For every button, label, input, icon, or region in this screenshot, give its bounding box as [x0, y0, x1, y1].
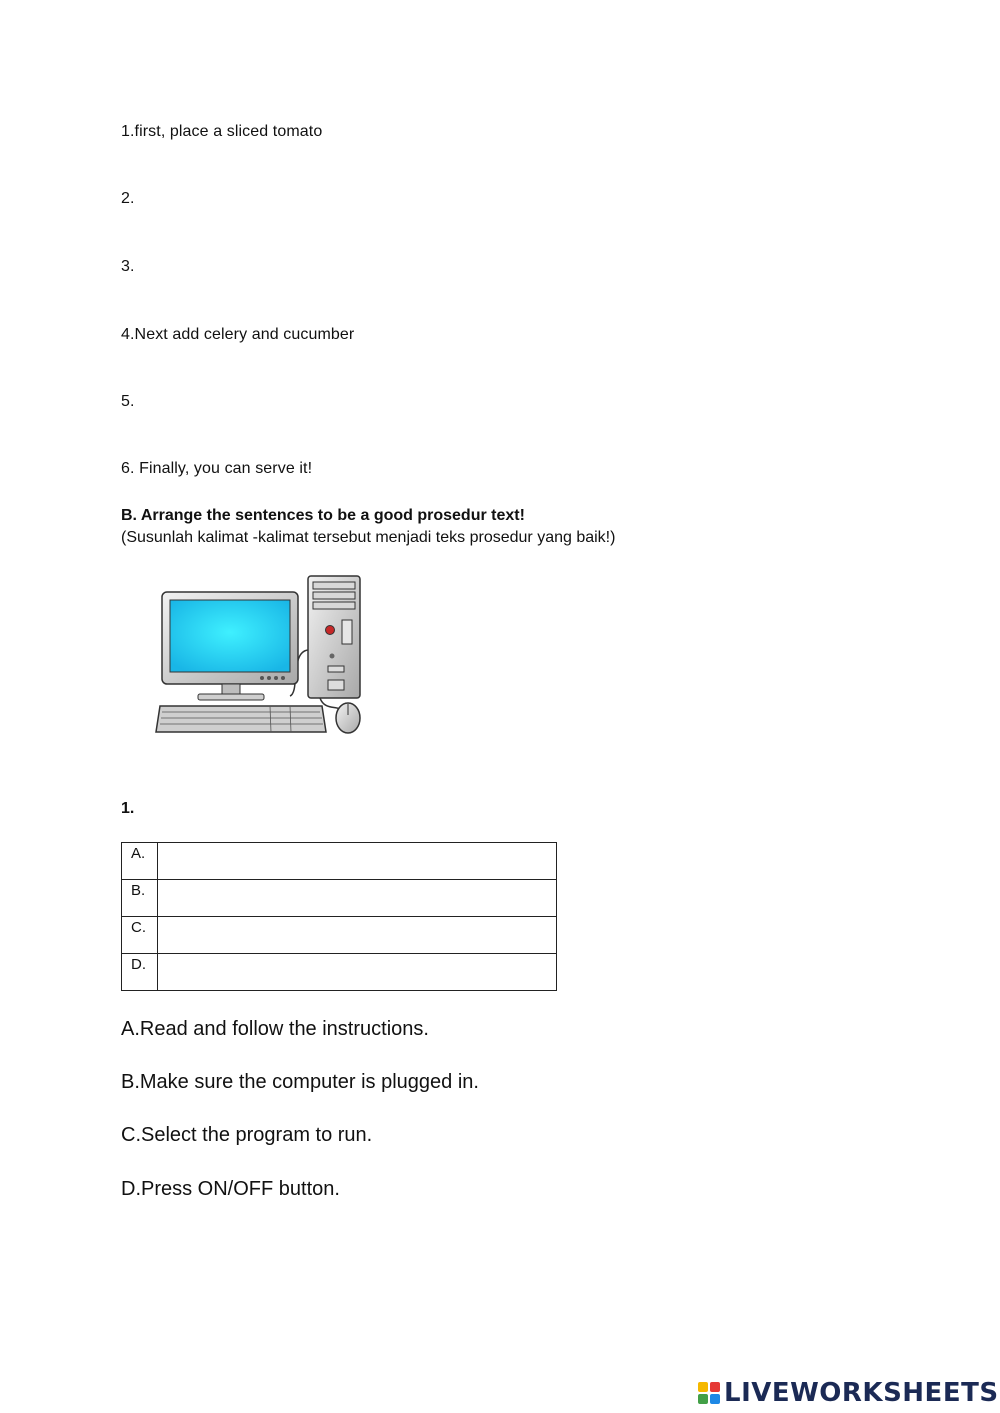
row-letter: D. — [122, 954, 158, 991]
option-d: D.Press ON/OFF button. — [121, 1178, 340, 1200]
logo-square — [698, 1382, 708, 1392]
answer-cell-a[interactable] — [158, 843, 557, 880]
step-6: 6. Finally, you can serve it! — [121, 460, 313, 477]
table-row — [122, 880, 557, 917]
row-letter: C. — [122, 917, 158, 954]
table-row — [122, 843, 557, 880]
table-row — [122, 917, 557, 954]
logo-square — [710, 1382, 720, 1392]
step-5: 5. — [121, 393, 135, 410]
answer-cell-d[interactable] — [158, 954, 557, 991]
liveworksheets-logo — [698, 1378, 999, 1408]
answer-table — [121, 842, 557, 991]
section-b-subheading: (Susunlah kalimat -kalimat tersebut menjadi teks prosedur yang baik!) — [121, 529, 616, 546]
table-row — [122, 954, 557, 991]
row-letter: B. — [122, 880, 158, 917]
logo-mark-icon — [698, 1382, 720, 1404]
answer-cell-b[interactable] — [158, 880, 557, 917]
row-letter: A. — [122, 843, 158, 880]
step-2: 2. — [121, 190, 135, 207]
option-b: B.Make sure the computer is plugged in. — [121, 1071, 479, 1093]
step-1: 1.first, place a sliced tomato — [121, 123, 323, 140]
desktop-computer-icon — [150, 572, 370, 738]
logo-square — [710, 1394, 720, 1404]
answer-cell-c[interactable] — [158, 917, 557, 954]
question-number: 1. — [121, 800, 135, 817]
step-4: 4.Next add celery and cucumber — [121, 326, 355, 343]
section-b-heading: B. Arrange the sentences to be a good prosedur text! — [121, 507, 525, 524]
brand-name: LIVEWORKSHEETS — [724, 1378, 999, 1408]
logo-square — [698, 1394, 708, 1404]
step-3: 3. — [121, 258, 135, 275]
option-c: C.Select the program to run. — [121, 1124, 373, 1146]
option-a: A.Read and follow the instructions. — [121, 1018, 429, 1040]
